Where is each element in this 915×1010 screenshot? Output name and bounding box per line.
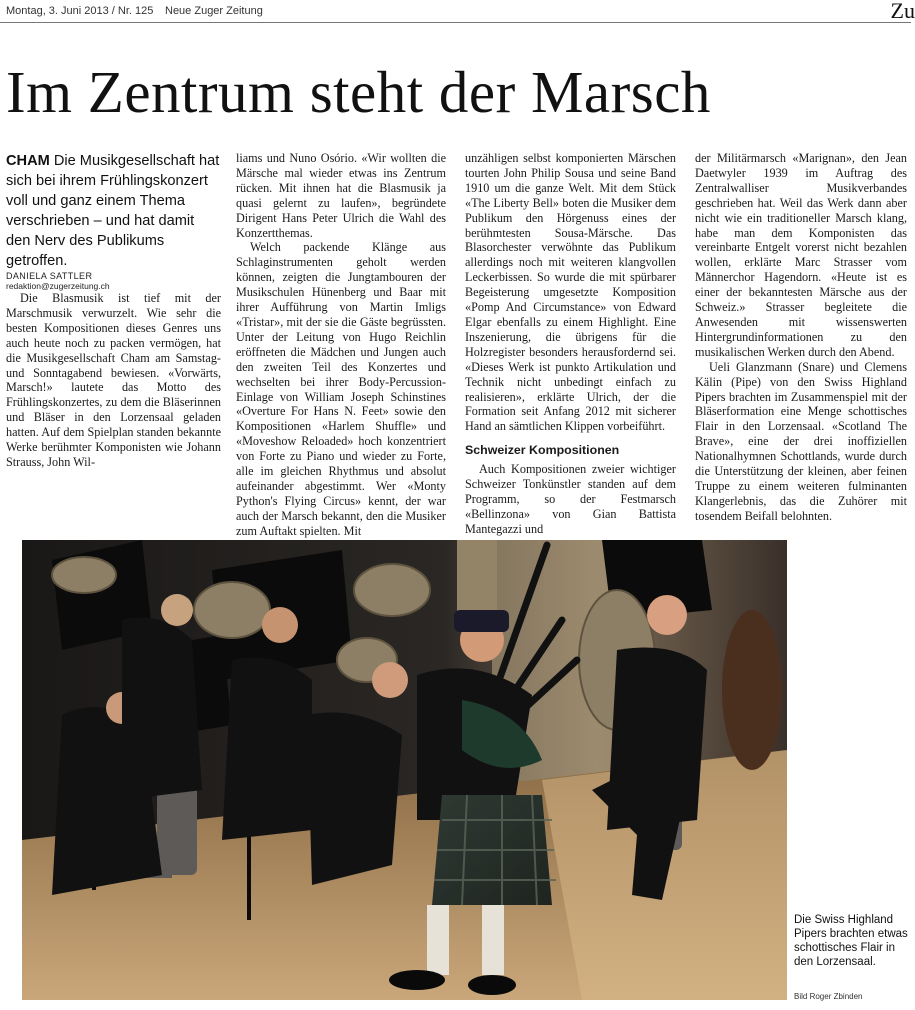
- photo-caption: Die Swiss Highland Pipers brachten etwas schottisches Flair in den Lorzensaal.: [794, 914, 908, 968]
- body-text-part-3: unzähligen selbst komponierten Märschen tourten John Philip Sousa und seine Band 1910 um die ganze Welt. Mit dem Stück «The Liberty Bell» boten die Musiker dem Publikum den Hörgenuss eines der berühmtesten Sousa-Märsche. Das Blasorchester verwöhnte das Publikum allerdings noch mit weiteren klangvollen Leckerbissen. So wurde die mit spürbarer Begeisterung umgesetzte Komposition «Pomp And Circumstance» von Edward Elgar ebenfalls zu einem Highlight. Eine Inszenierung, die übrigens für die Holzregister besonders herausfordernd sei. «Dieses Werk ist punkto Artikulation und Technik nicht unbedingt einfach zu realisieren», erklärte Ulrich, der die Formation seit Anfang 2012 mit sicherer Hand an sämtlichen Klippen vorbeiführt.: [465, 151, 676, 434]
- column-2: [236, 151, 446, 539]
- headline: Im Zentrum steht der Marsch: [6, 59, 711, 125]
- subheading: Schweizer Kompositionen: [465, 443, 620, 458]
- concert-photo: [22, 540, 787, 1000]
- body-text-part-6: Ueli Glanzmann (Snare) und Clemens Kälin (Pipe) von den Swiss Highland Pipers brachten im Zusammenspiel mit der Bläserformation eine Menge schottisches Flair in den Lorzensaal. «Scotland The Brave», eine der drei inoffiziellen Nationalhymnen Schottlands, wurde durch die Unterstützung der kleinen, aber feinen Truppe zu einem weiteren fulminanten Klangerlebnis, das die Zuhörer mit tosendem Beifall belohnten.: [695, 359, 907, 523]
- body-text-part-1: Die Blasmusik ist tief mit der Marschmusik verwurzelt. Wie sehr die besten Kompositionen dieses Genres uns auch heute noch zu packen vermögen, hat die Musikgesellschaft Cham am Samstag- und Sonntagabend bewiesen. «Vorwärts, Marsch!» lautete das Motto des Frühlingskonzertes, zu dem die Bläserinnen und Bläser in den Lorzensaal geladen hatten. Auf dem Spielplan standen bekannte Werke berühmter Komponisten wie Johann Strauss, John Wil-: [6, 291, 221, 469]
- region-label: Zu: [890, 0, 915, 23]
- body-text-part-5: der Militärmarsch «Marignan», den Jean Daetwyler 1939 im Auftrag des Zentralwalliser Musikverbandes geschrieben hat. Weil das Werk dann aber nicht wie ein traditioneller Marsch klang, habe man dem Komponisten das vereinbarte Entgelt vorerst nicht bezahlen wollen, erklärte Marc Strasser vom Männerchor Hagendorn. «Heute ist es einer der bekanntesten Märsche aus der Schweiz.» Strasser begleitete die Anwesenden mit wissenswerten Hintergrundinformationen zu den musikalischen Werken durch den Abend.: [695, 151, 907, 359]
- lead-text: Die Musikgesellschaft hat sich bei ihrem Frühlingskonzert voll und ganz einem Thema verschrieben – und hat damit den Nerv des Publikums getroffen.: [6, 153, 220, 269]
- author-email[interactable]: redaktion@zugerzeitung.ch: [6, 281, 110, 291]
- lead-place: CHAM: [6, 153, 50, 169]
- body-text-part-2b: Welch packende Klänge aus Schlaginstrumenten geholt werden können, zeigten die Jungtambouren der Musikschulen Hünenberg und Baar mit ihrer Aufführung von Martin Imligs «Tristar», mit der sie die Gäste begrüssten. Unter der Leitung von Hugo Reichlin eröffneten die Mädchen und Jungen auch den zweiten Teil des Konzertes und wechselten bei ihrer Body-Percussion-Einlage von William Joseph Schinstines «Overture For Hans N. Feet» sowie den Kompositionen «Harlem Shuffle» und «Moveshow Reloaded» hoch konzentriert von Forte zu Piano und wieder zu Forte, alle im gleichen Rhythmus und absolut aufeinander abgestimmt. Wer «Monty Python's Flying Circus» kennt, der war auch der Marsch bekannt, den die Musiker zum Auftakt spielten. Mit: [236, 240, 446, 538]
- newspaper-name: Neue Zuger Zeitung: [165, 5, 263, 17]
- column-4: [695, 151, 907, 524]
- author-byline: DANIELA SATTLER: [6, 271, 93, 281]
- body-text-part-4: Auch Kompositionen zweier wichtiger Schweizer Tonkünstler standen auf dem Programm, so der Festmarsch «Bellinzona» von Gian Battista Mantegazzi und: [465, 462, 676, 536]
- lead: [6, 151, 221, 271]
- column-3: [465, 151, 676, 537]
- photo-credit: Bild Roger Zbinden: [794, 992, 863, 1001]
- body-text-part-2: liams und Nuno Osório. «Wir wollten die Märsche mal wieder etwas ins Zentrum rücken. Mit ihnen hat die Blasmusik ja quasi gelernt zu laufen», begründete Dirigent Hans Peter Ulrich die Wahl des Konzertthemas.: [236, 151, 446, 240]
- page-header: [0, 0, 915, 23]
- concert-photo-drawing: [22, 540, 787, 1000]
- issue-date: Montag, 3. Juni 2013 / Nr. 125: [6, 5, 154, 17]
- column-1: [6, 151, 221, 470]
